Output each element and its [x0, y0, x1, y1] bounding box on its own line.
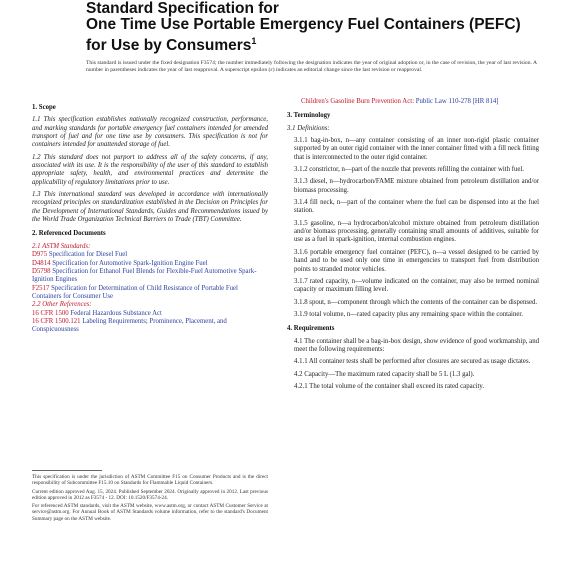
definition-item: 3.1.7 rated capacity, n—volume indicated on the container, may also be termed nominal capacity or maximum filling level.	[294, 277, 539, 294]
definitions-label: 3.1 Definitions:	[287, 124, 330, 132]
ref-item[interactable]	[32, 251, 268, 259]
definition-item: 3.1.9 total volume, n—rated capacity plus any remaining space within the container.	[294, 310, 523, 318]
title-line-1: Standard Specification for	[86, 0, 279, 17]
requirement-item: 4.2 Capacity—The maximum rated capacity shall be 5 L (1.3 gal).	[294, 370, 475, 378]
footnotes	[32, 470, 268, 524]
requirements-heading: 4. Requirements	[287, 325, 335, 333]
scope-para-3: 1.3 This international standard was developed in accordance with internationally recognized principles on standardization established in the Decision on Principles for the Development of International Standards, Guides and Recommendations issued by the World Trade Organization Technical Barriers to Trade (TBT) Committee.	[32, 191, 268, 224]
act-name: Children's Gasoline Burn Prevention Act	[301, 98, 413, 105]
other-references-label: 2.2 Other References:	[32, 301, 92, 309]
footnote-2: Current edition approved Aug. 15, 2024. Published September 2024. Originally approved in 2012. Last previous edition approved in 2012 as F3574 - 12. DOI: 10.1520/F3574-24.	[32, 488, 268, 501]
ref-title[interactable]: Specification for Ethanol Fuel Blends for Flexible-Fuel Automotive Spark-Ignition Engines	[32, 267, 257, 284]
definition-item: 3.1.3 diesel, n—hydrocarbon/FAME mixture obtained from petroleum distillation and/or biomass processing.	[294, 178, 539, 194]
right-column	[287, 98, 539, 395]
scope-para-1: 1.1 This specification establishes nationally recognized construction, performance, and marking standards for portable emergency fuel containers intended for amended transport of fuel and for one time use by consumers. This specification is not for containers intended for unattended storage of fuel.	[32, 116, 268, 149]
definition-item: 3.1.4 fill neck, n—part of the container where the fuel can be dispensed into at the fuel station.	[294, 199, 539, 215]
title-footnote-marker: 1	[251, 36, 257, 46]
footnote-rule	[32, 470, 102, 471]
public-law-link[interactable]: Public Law 110-278 [HR 814]	[415, 98, 499, 105]
scope-para-2: 1.2 This standard does not purport to address all of the safety concerns, if any, associated with its use. It is the responsibility of the user of this standard to establish appropriate safety, health, and environmental practices and determine the applicability of regulatory limitations prior to use.	[32, 153, 268, 186]
preface-note: This standard is issued under the fixed designation F3574; the number immediately following the designation indicates the year of original adoption or, in the case of revision, the year of last revision. A number in parentheses indicates the year of last reapproval. A superscript epsilon (ε) indicates an editorial change since the last revision or reapproval.	[86, 60, 537, 73]
document-title	[86, 1, 526, 54]
ref-title[interactable]: Federal Hazardous Substance Act	[70, 309, 162, 317]
ref-code[interactable]: 16 CFR 1500.121	[32, 317, 81, 325]
ref-title[interactable]: Specification for Diesel Fuel	[48, 251, 128, 259]
scope-heading: 1. Scope	[32, 104, 56, 111]
definition-item: 3.1.8 spout, n—component through which the contents of the container can be dispensed.	[294, 298, 538, 306]
requirement-item: 4.1 The container shall be a bag-in-box design, show evidence of good workmanship, and meet the following requirements:	[294, 337, 539, 353]
astm-standards-label: 2.1 ASTM Standards:	[32, 242, 91, 250]
terminology-heading: 3. Terminology	[287, 112, 331, 120]
ref-item[interactable]	[32, 268, 268, 285]
definition-item: 3.1.1 bag-in-box, n—any container consisting of an inner non-rigid plastic container supported by an outer rigid container with the inner container fitted with a fill neck fitting that is interconnected to the outer rigid container.	[294, 137, 539, 161]
ref-item[interactable]	[32, 318, 268, 335]
left-column	[32, 98, 268, 335]
ref-code[interactable]: D975	[32, 251, 48, 259]
ref-title[interactable]: Specification for Automotive Spark-Ignition Engine Fuel	[52, 259, 208, 267]
ref-code[interactable]: F2517	[32, 284, 50, 292]
definition-item: 3.1.5 gasoline, n—a hydrocarbon/alcohol mixture obtained from petroleum distillation and/or biomass processing, generally containing small amounts of additives, suitable for use as a fuel in spark-ignition, internal combustion engines.	[294, 219, 539, 244]
continued-reference[interactable]: Children's Gasoline Burn Prevention Act: Public Law 110-278 [HR 814]	[301, 98, 499, 105]
ref-item[interactable]	[32, 310, 268, 318]
ref-item[interactable]	[32, 285, 268, 302]
definition-item: 3.1.2 constrictor, n—part of the nozzle that prevents refilling the container with fuel.	[294, 166, 524, 174]
title-line-3: for Use by Consumers	[86, 37, 252, 55]
requirement-item: 4.1.1 All container tests shall be performed after closures are secured as usage dictates.	[294, 358, 531, 366]
footnote-1: This specification is under the jurisdiction of ASTM Committee F15 on Consumer Products and is the direct responsibility of Subcommittee F15.10 on Standards for Flammable Liquid Containers.	[32, 474, 268, 487]
ref-code[interactable]: D4814	[32, 259, 51, 267]
ref-item[interactable]	[32, 260, 268, 268]
ref-code[interactable]: D5798	[32, 267, 51, 275]
ref-title[interactable]: Labeling Requirements; Prominence, Placement, and Conspicuousness	[32, 317, 227, 334]
definition-item: 3.1.6 portable emergency fuel container (PEFC), n—a vessel designed to be carried by hand and to be used only one time in emergencies to transport fuel from distribution points to stranded motor vehicles.	[294, 248, 539, 273]
title-line-2: One Time Use Portable Emergency Fuel Containers (PEFC)	[86, 16, 521, 33]
requirement-item: 4.2.1 The total volume of the container shall exceed its rated capacity.	[294, 382, 485, 390]
ref-code[interactable]: 16 CFR 1500	[32, 309, 69, 317]
footnote-3: For referenced ASTM standards, visit the ASTM website, www.astm.org, or contact ASTM Customer Service at service@astm.org. For Annual Book of ASTM Standards volume information, refer to the standard's Document Summary page on the ASTM website.	[32, 503, 268, 522]
ref-title[interactable]: Specification for Determination of Child Resistance of Portable Fuel Containers for Consumer Use	[32, 284, 238, 300]
refs-heading: 2. Referenced Documents	[32, 230, 106, 238]
